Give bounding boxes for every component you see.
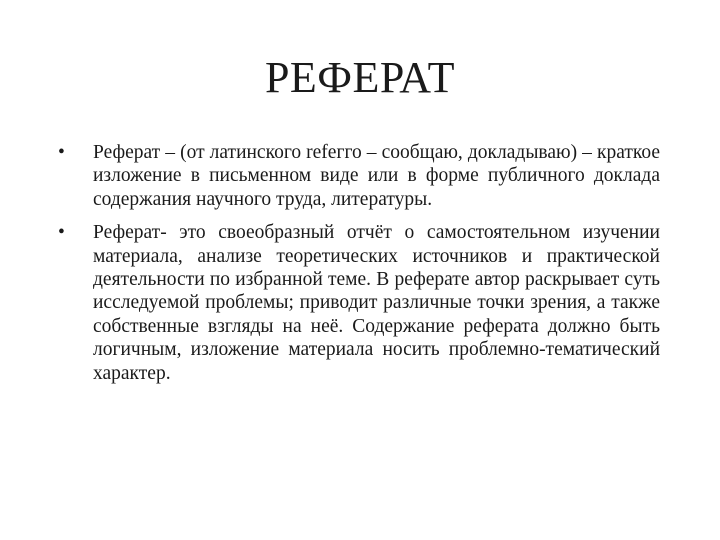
bullet-text: Реферат – (от латинского refегго – сообщаю, докладываю) – краткое изложение в письменном виде или в форме публичного доклада содержания научного труда, литературы. [93, 142, 660, 210]
bullet-list [58, 141, 660, 395]
bullet-icon: • [58, 222, 65, 244]
bullet-item-description [58, 221, 660, 385]
slide-title: РЕФЕРАТ [264, 53, 456, 102]
bullet-icon: • [58, 142, 65, 163]
bullet-text: Реферат- это своеобразный отчёт о самостоятельном изучении материала, анализе теоретических источников и практической деятельности по избранной теме. В реферате автор раскрывает суть исследуемой проблемы; приводит различные точки зрения, а также собственные взгляды на неё. Содержание реферата должно быть логичным, изложение материала носить проблемно-тематический характер. [93, 222, 660, 384]
bullet-item-definition [58, 141, 660, 211]
